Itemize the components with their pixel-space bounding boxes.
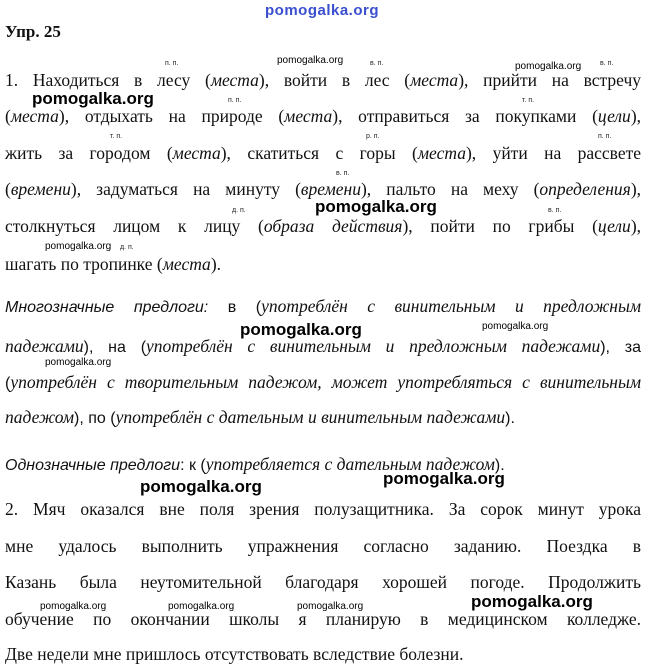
s2-line-3: Казань была неутомительной благодаря хорошей погоде. Продолжить — [5, 572, 641, 592]
case-label: п. п. — [228, 97, 242, 104]
watermark: pomogalka.org — [383, 469, 505, 488]
watermark: pomogalka.org — [45, 241, 112, 252]
watermark: pomogalka.org — [168, 601, 235, 612]
watermark: pomogalka.org — [297, 601, 364, 612]
s1-line-3: жить за городом (места), скатиться с горы (места), уйти на рассвете — [5, 143, 642, 163]
case-label: д. п. — [120, 244, 134, 251]
s1-line-6: шагать по тропинке (места). — [5, 254, 222, 274]
case-label: д. п. — [232, 207, 246, 214]
watermark: pomogalka.org — [471, 592, 593, 611]
case-label: т. п. — [110, 133, 123, 140]
case-label: р. п. — [366, 133, 380, 140]
s2-line-2: мне удалось выполнить упражнения согласно заданию. Поездка в — [5, 536, 641, 556]
case-label: т. п. — [522, 97, 535, 104]
watermark: pomogalka.org — [45, 357, 112, 368]
s2-line-4: обучение по окончании школы я планирую в медицинском колледже. — [5, 609, 641, 629]
case-label: в. п. — [548, 207, 562, 214]
s1-line-4: (времени), задуматься на минуту (времени), пальто на меху (определения), — [5, 179, 642, 199]
multi-line-3: (употреблён с творительным падежом, может употребляться с винительным — [5, 372, 641, 392]
exercise-title: Упр. 25 — [5, 22, 61, 41]
case-label: в. п. — [336, 170, 350, 177]
case-label: в. п. — [370, 60, 384, 67]
multi-line-4: падежом), по (употреблён с дательным и винительным падежами). — [5, 407, 515, 427]
watermark: pomogalka.org — [240, 320, 362, 339]
watermark: pomogalka.org — [40, 601, 107, 612]
single-line: Однозначные предлоги: к (употребляется с дательным падежом). — [5, 454, 505, 474]
case-label: п. п. — [165, 60, 179, 67]
watermark: pomogalka.org — [315, 197, 437, 216]
s1-line-2: (места), отдыхать на природе (места), отправиться за покупками (цели), — [5, 106, 642, 126]
watermark: pomogalka.org — [515, 61, 582, 72]
watermark: pomogalka.org — [277, 55, 344, 66]
multi-line-2: падежами), на (употреблён с винительным и предложным падежами), за — [5, 336, 642, 356]
case-label: п. п. — [598, 133, 612, 140]
s1-line-1: 1. Находиться в лесу (места), войти в лес (места), прийти на встречу — [5, 70, 641, 90]
watermark: pomogalka.org — [32, 89, 154, 108]
s2-line-5: Две недели мне пришлось отсутствовать вследствие болезни. — [5, 644, 464, 664]
watermark: pomogalka.org — [140, 477, 262, 496]
s1-line-5: столкнуться лицом к лицу (образа действия), пойти по грибы (цели), — [5, 216, 642, 236]
watermark: pomogalka.org — [482, 321, 549, 332]
watermark-top: pomogalka.org — [265, 2, 380, 19]
s2-line-1: 2. Мяч оказался вне поля зрения полузащитника. За сорок минут урока — [5, 499, 641, 519]
case-label: в. п. — [600, 60, 614, 67]
multi-line-1: Многозначные предлоги: в (употреблён с винительным и предложным — [5, 296, 642, 316]
